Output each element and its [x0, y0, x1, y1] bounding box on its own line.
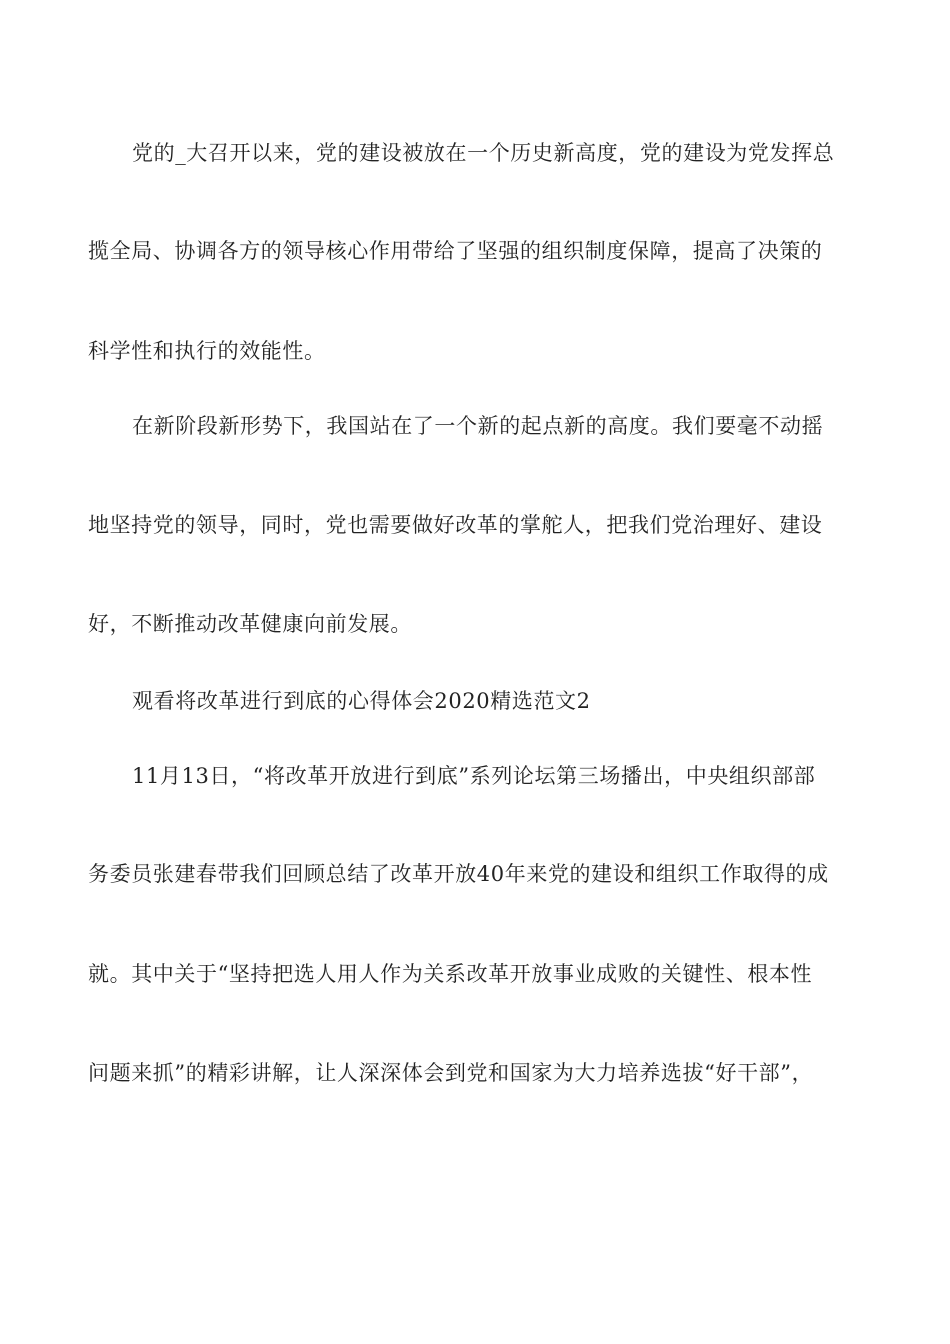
paragraph-3-line-3: 就。其中关于“坚持把选人用人作为关系改革开放事业成败的关键性、根本性 [88, 962, 813, 986]
paragraph-1-line-1: 党的_大召开以来，党的建设被放在一个历史新高度，党的建设为党发挥总 [132, 141, 835, 165]
section-heading: 观看将改革进行到底的心得体会2020精选范文2 [132, 689, 591, 713]
paragraph-2-line-3: 好，不断推动改革健康向前发展。 [88, 612, 412, 636]
paragraph-1-line-2: 揽全局、协调各方的领导核心作用带给了坚强的组织制度保障，提高了决策的 [88, 239, 823, 263]
paragraph-3-line-4: 问题来抓”的精彩讲解，让人深深体会到党和国家为大力培养选拔“好干部”， [88, 1061, 814, 1085]
paragraph-2-line-2: 地坚持党的领导，同时，党也需要做好改革的掌舵人，把我们党治理好、建设 [88, 513, 823, 537]
paragraph-3-line-1: 11月13日，“将改革开放进行到底”系列论坛第三场播出，中央组织部部 [132, 764, 816, 788]
paragraph-1-line-3: 科学性和执行的效能性。 [88, 339, 326, 363]
paragraph-3-line-2: 务委员张建春带我们回顾总结了改革开放40年来党的建设和组织工作取得的成 [88, 862, 829, 886]
paragraph-2-line-1: 在新阶段新形势下，我国站在了一个新的起点新的高度。我们要毫不动摇 [132, 414, 824, 438]
